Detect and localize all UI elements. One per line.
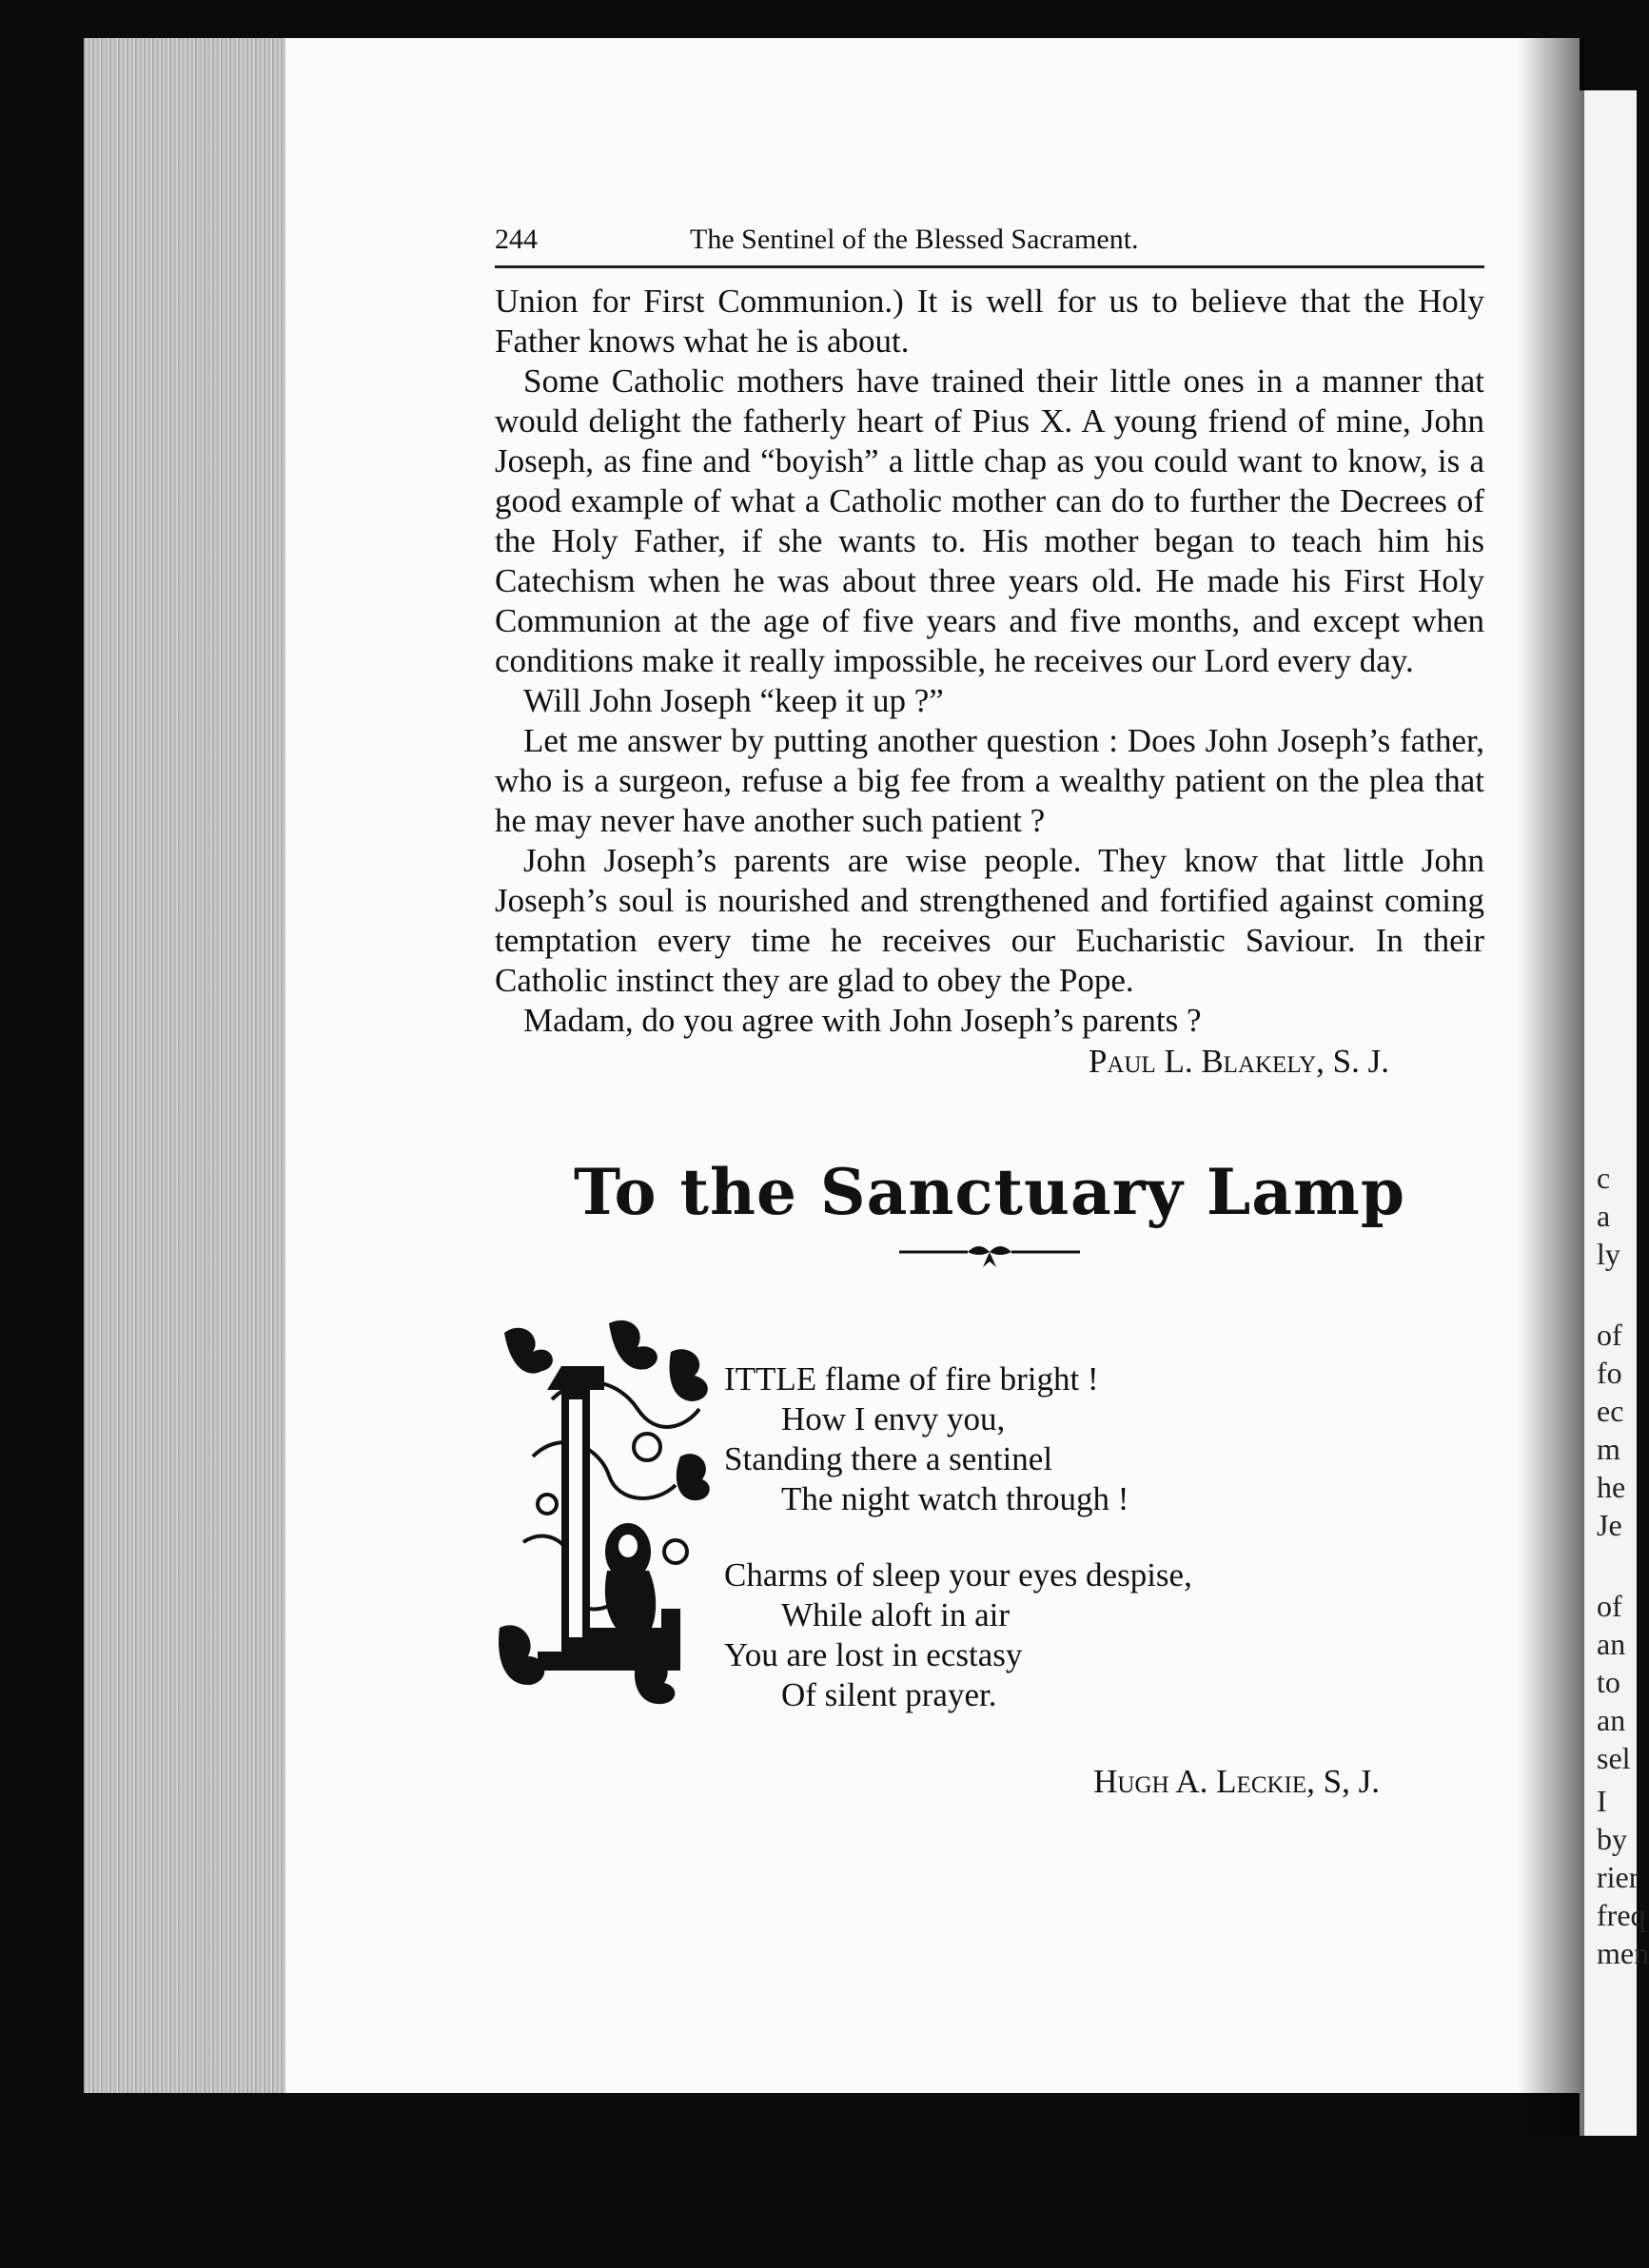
page-content	[495, 224, 1484, 1801]
article-signature: Paul L. Blakely, S. J.	[1088, 1043, 1389, 1080]
next-page-text: by	[1597, 1822, 1627, 1856]
poem-block	[495, 1314, 1484, 1751]
next-page-text: Je	[1597, 1508, 1622, 1542]
next-page-text: a	[1597, 1199, 1611, 1233]
next-page-text: to	[1597, 1665, 1620, 1699]
poem-line: Charms of sleep your eyes despise,	[724, 1556, 1192, 1593]
running-title: The Sentinel of the Blessed Sacrament.	[690, 224, 1139, 255]
paragraph: Some Catholic mothers have trained their little ones in a manner that would delight the fatherly heart of Pius X. A young friend of mine, John Joseph, as fine and “boyish” a little chap as you could want to know, is a good example of what a Catholic mother can do to further the Decrees of the Holy Father, if she wants to. His mother began to teach him his Catechism when he was about three years old. He made his First Holy Communion at the age of five years and five months, and except when conditions make it really impossible, he receives our Lord every day.	[495, 362, 1484, 679]
paragraph: Let me answer by putting another question : Does John Joseph’s father, who is a surgeon, refuse a big fee from a wealthy patient on the plea that he may never have another such patient ?	[495, 722, 1484, 839]
paragraph: Will John Joseph “keep it up ?”	[523, 682, 944, 719]
next-page-text: sel	[1597, 1741, 1631, 1775]
poem-line: You are lost in ecstasy	[724, 1636, 1023, 1673]
illuminated-drop-cap-icon	[495, 1314, 718, 1709]
next-page-text: fo	[1597, 1356, 1622, 1390]
next-page-text: he	[1597, 1470, 1626, 1504]
next-page-text: rier	[1597, 1860, 1639, 1894]
poem-line: Standing there a sentinel	[724, 1440, 1053, 1477]
next-page-text: m	[1597, 1432, 1620, 1466]
next-page-text: freq	[1597, 1898, 1646, 1932]
next-page-text: c	[1597, 1161, 1611, 1195]
paragraph: John Joseph’s parents are wise people. They know that little John Joseph’s soul is nourished and strengthened and fortified against coming temptation every time he receives our Eucharistic Saviour. In their Catholic instinct they are glad to obey the Pope.	[495, 842, 1484, 999]
poem-line: The night watch through !	[781, 1480, 1129, 1517]
poem-line: While aloft in air	[781, 1596, 1011, 1633]
poem-line: ITTLE flame of fire bright !	[724, 1360, 1099, 1398]
next-page-text: of	[1597, 1589, 1622, 1623]
ornament-divider-icon	[899, 1239, 1080, 1271]
paragraph: Madam, do you agree with John Joseph’s parents ?	[523, 1002, 1202, 1039]
stanza	[724, 1359, 1192, 1519]
next-page-fragment	[1580, 90, 1649, 2136]
paragraph: Union for First Communion.) It is well for us to believe that the Holy Father knows what he is about.	[495, 283, 1484, 360]
next-page-text: an	[1597, 1703, 1626, 1737]
next-page-text: of	[1597, 1318, 1622, 1352]
page-number: 244	[495, 224, 538, 255]
poem-line: Of silent prayer.	[781, 1676, 997, 1713]
gutter-shadow	[1518, 38, 1584, 2136]
next-page-text: men	[1597, 1936, 1649, 1970]
page-edges	[84, 38, 303, 2093]
stanza	[724, 1555, 1192, 1715]
header-rule	[495, 265, 1484, 268]
next-page-text: an	[1597, 1627, 1626, 1661]
poem-title: To the Sanctuary Lamp	[573, 1155, 1406, 1229]
article-body	[495, 282, 1484, 1041]
poem-line: How I envy you,	[781, 1400, 1006, 1437]
poem-signature: Hugh A. Leckie, S, J.	[1093, 1763, 1380, 1800]
next-page-text: I	[1597, 1784, 1607, 1818]
next-page-text: ly	[1597, 1237, 1620, 1271]
running-header	[495, 224, 1484, 265]
poem-text	[724, 1314, 1192, 1751]
next-page-text: ec	[1597, 1394, 1624, 1428]
